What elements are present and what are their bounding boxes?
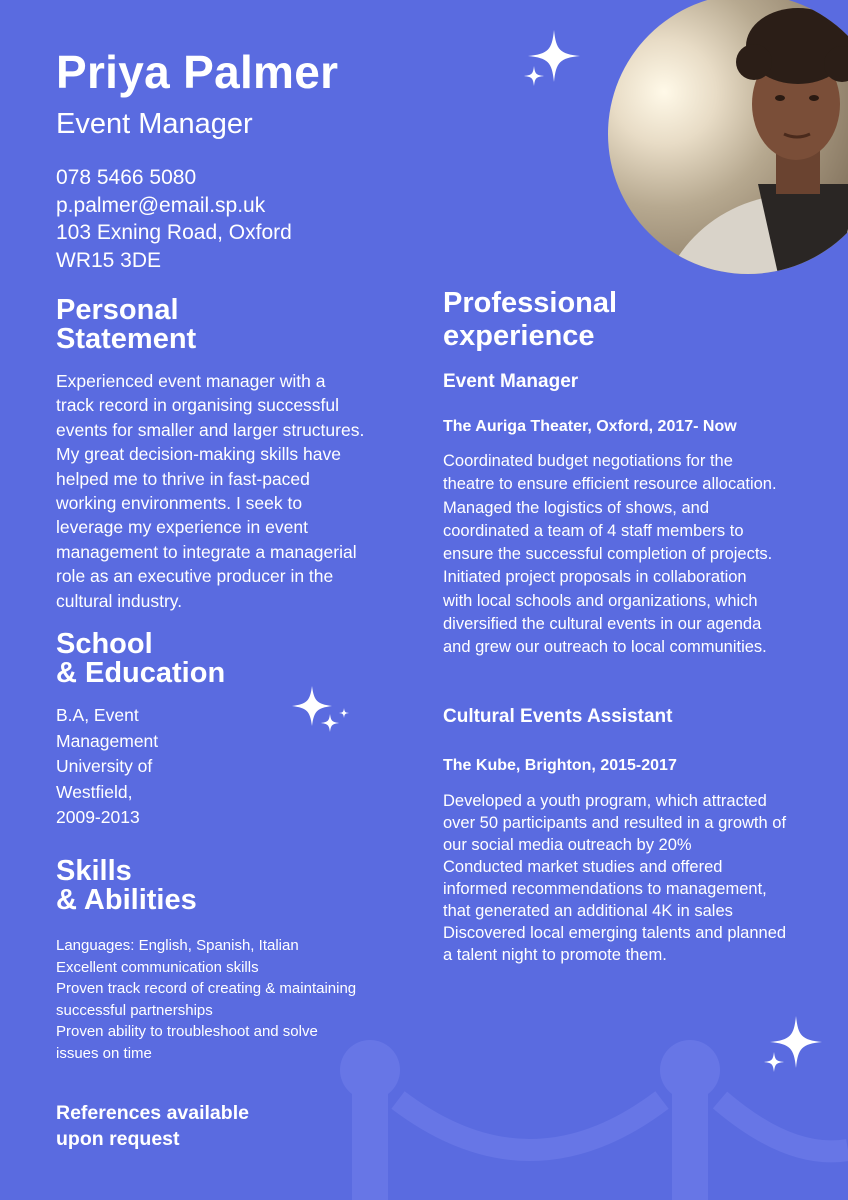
text-line: informed recommendations to management,: [443, 880, 767, 898]
job-role: Event Manager: [56, 108, 253, 140]
profile-photo: [608, 0, 848, 274]
job-organization: The Auriga Theater, Oxford, 2017- Now: [443, 418, 737, 435]
job-organization: The Kube, Brighton, 2015-2017: [443, 757, 677, 774]
heading-line: Skills: [56, 855, 132, 887]
list-item: Proven ability to troubleshoot and solve: [56, 1023, 318, 1040]
text-line: helped me to thrive in fast-paced: [56, 468, 310, 489]
sparkle-icon: [760, 1014, 826, 1078]
text-line: ensure the successful completion of projects.: [443, 545, 773, 564]
text-line: References available: [56, 1102, 249, 1124]
references-note: [56, 1100, 249, 1152]
personal-statement-text: [56, 369, 406, 613]
text-line: Initiated project proposals in collaboration: [443, 568, 747, 587]
education-details: [56, 703, 158, 831]
text-line: 2009-2013: [56, 807, 140, 827]
job-title: Event Manager: [443, 371, 579, 392]
text-line: coordinated a team of 4 staff members to: [443, 521, 744, 540]
text-line: theatre to ensure efficient resource allocation.: [443, 475, 777, 494]
text-line: and grew our outreach to local communities.: [443, 638, 767, 657]
contact-info: [56, 164, 292, 274]
heading-line: Personal: [56, 294, 179, 326]
phone-number: 078 5466 5080: [56, 166, 197, 189]
text-line: Coordinated budget negotiations for the: [443, 452, 733, 470]
experience-heading: [443, 287, 617, 353]
list-item: issues on time: [56, 1044, 152, 1062]
text-line: management to integrate a managerial: [56, 541, 357, 562]
text-line: with local schools and organizations, which: [443, 591, 758, 610]
street-address: 103 Exning Road, Oxford: [56, 221, 292, 244]
text-line: Westfield,: [56, 781, 133, 802]
text-line: Discovered local emerging talents and planned: [443, 924, 787, 942]
text-line: role as an executive producer in the: [56, 566, 334, 587]
skills-list: [56, 935, 356, 1064]
job-description: [443, 790, 786, 966]
text-line: B.A, Event: [56, 705, 139, 725]
text-line: our social media outreach by 20%: [443, 836, 692, 854]
personal-statement-heading: [56, 296, 196, 354]
job-title: Cultural Events Assistant: [443, 706, 673, 727]
text-line: My great decision-making skills have: [56, 444, 341, 465]
heading-line: Professional: [443, 287, 618, 319]
text-line: working environments. I seek to: [56, 493, 303, 514]
heading-line: experience: [443, 320, 595, 352]
portrait-illustration: [608, 0, 848, 274]
heading-line: Statement: [56, 323, 197, 355]
sparkle-icon: [518, 28, 584, 92]
sparkle-icon: [290, 684, 354, 736]
list-item: Proven track record of creating & maintaining: [56, 980, 357, 997]
text-line: track record in organising successful: [56, 395, 340, 416]
text-line: cultural industry.: [56, 590, 183, 611]
text-line: over 50 participants and resulted in a growth of: [443, 814, 787, 832]
heading-line: School: [56, 628, 153, 660]
education-heading: [56, 630, 225, 688]
text-line: Experienced event manager with a: [56, 371, 326, 391]
text-line: a talent night to promote them.: [443, 946, 667, 964]
email-address: p.palmer@email.sp.uk: [56, 193, 266, 217]
heading-line: & Abilities: [56, 884, 197, 916]
text-line: events for smaller and larger structures.: [56, 419, 365, 440]
heading-line: & Education: [56, 657, 226, 689]
text-line: Management: [56, 730, 159, 751]
list-item: Languages: English, Spanish, Italian: [56, 937, 299, 954]
candidate-name: Priya Palmer: [56, 46, 339, 98]
text-line: upon request: [56, 1128, 180, 1150]
text-line: that generated an additional 4K in sales: [443, 902, 733, 920]
text-line: Developed a youth program, which attracted: [443, 792, 767, 810]
text-line: diversified the cultural events in our agenda: [443, 615, 762, 634]
postcode: WR15 3DE: [56, 248, 162, 272]
list-item: successful partnerships: [56, 1001, 213, 1019]
text-line: Managed the logistics of shows, and: [443, 498, 709, 517]
text-line: Conducted market studies and offered: [443, 858, 723, 876]
job-description: [443, 450, 777, 660]
text-line: University of: [56, 756, 153, 776]
list-item: Excellent communication skills: [56, 958, 259, 976]
text-line: leverage my experience in event: [56, 517, 308, 538]
skills-heading: [56, 857, 197, 915]
